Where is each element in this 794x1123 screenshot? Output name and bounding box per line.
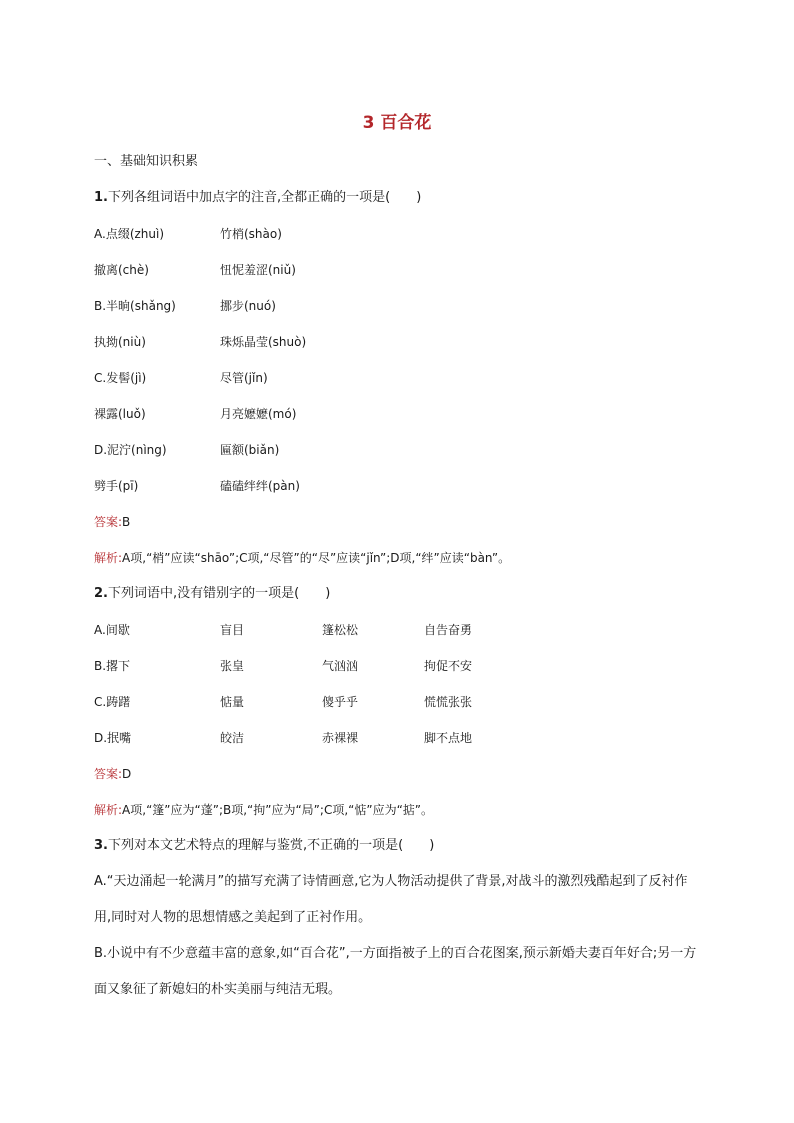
answer-value: D (122, 767, 132, 781)
page-title: 3 百合花 (362, 113, 432, 133)
q1-cell: 忸怩羞涩(niǔ) (220, 263, 296, 277)
q1-answer (94, 513, 130, 531)
q2-cell: 皎洁 (220, 731, 245, 745)
analysis-label: 解析: (94, 803, 123, 817)
answer-value: B (122, 515, 131, 529)
question-1-stem (94, 189, 421, 207)
q2-cell: 自告奋勇 (424, 623, 473, 637)
q2-cell: 张皇 (220, 659, 245, 673)
q1-cell: 月亮嬷嬷(mó) (220, 407, 297, 421)
analysis-label: 解析: (94, 551, 123, 565)
answer-label: 答案: (94, 515, 123, 529)
q1-cell: 珠烁晶莹(shuò) (220, 335, 307, 349)
q1-cell: 执拗(niù) (94, 335, 146, 349)
q2-cell: 赤裸裸 (322, 731, 359, 745)
question-number: 1. (94, 190, 108, 205)
q2-cell: 盲目 (220, 623, 245, 637)
q2-cell: 傻乎乎 (322, 695, 359, 709)
q1-cell: 匾额(biǎn) (220, 443, 280, 457)
analysis-text: A项,“篷”应为“蓬”;B项,“拘”应为“局”;C项,“惦”应为“掂”。 (122, 803, 433, 817)
q1-cell: 裸露(luǒ) (94, 407, 146, 421)
q1-cell: 劈手(pī) (94, 479, 139, 493)
q2-cell: A.间歇 (94, 623, 130, 637)
question-text: 下列词语中,没有错别字的一项是( ) (107, 586, 331, 601)
q2-cell: C.踌躇 (94, 695, 131, 709)
question-3-stem (94, 837, 434, 855)
q2-cell: 篷松松 (322, 623, 359, 637)
q1-cell: 尽管(jǐn) (220, 371, 268, 385)
q3-option-b: B.小说中有不少意蕴丰富的意象,如“百合花”,一方面指被子上的百合花图案,预示新婚夫妻百年好合;另一方面又象征了新媳妇的朴实美丽与纯洁无瑕。 (94, 946, 697, 997)
q1-cell: D.泥泞(nìng) (94, 443, 167, 457)
q1-analysis (94, 549, 510, 567)
q3-option-a: A.“天边涌起一轮满月”的描写充满了诗情画意,它为人物活动提供了背景,对战斗的激烈残酷起到了反衬作用,同时对人物的思想情感之美起到了正衬作用。 (94, 874, 688, 925)
question-2-stem (94, 585, 330, 603)
q1-cell: 撤离(chè) (94, 263, 149, 277)
q2-cell: B.撂下 (94, 659, 131, 673)
question-text: 下列对本文艺术特点的理解与鉴赏,不正确的一项是( ) (107, 838, 435, 853)
q2-cell: 气汹汹 (322, 659, 359, 673)
q2-answer (94, 765, 131, 783)
q2-cell: 脚不点地 (424, 731, 473, 745)
q2-cell: 惦量 (220, 695, 245, 709)
question-text: 下列各组词语中加点字的注音,全都正确的一项是( ) (107, 190, 422, 205)
q1-cell: 挪步(nuó) (220, 299, 276, 313)
q1-cell: C.发髻(jì) (94, 371, 147, 385)
q2-cell: 慌慌张张 (424, 695, 473, 709)
q2-analysis (94, 801, 433, 819)
q1-cell: 磕磕绊绊(pàn) (220, 479, 300, 493)
section-heading: 一、基础知识积累 (94, 154, 199, 169)
q2-cell: D.抿嘴 (94, 731, 132, 745)
analysis-text: A项,“梢”应读“shāo”;C项,“尽管”的“尽”应读“jǐn”;D项,“绊”应读“bàn”。 (122, 551, 511, 565)
question-number: 3. (94, 838, 108, 853)
q1-cell: 竹梢(shào) (220, 227, 282, 241)
q2-cell: 拘促不安 (424, 659, 473, 673)
q1-cell: A.点缀(zhuì) (94, 227, 165, 241)
question-number: 2. (94, 586, 108, 601)
q1-cell: B.半晌(shǎng) (94, 299, 176, 313)
answer-label: 答案: (94, 767, 123, 781)
